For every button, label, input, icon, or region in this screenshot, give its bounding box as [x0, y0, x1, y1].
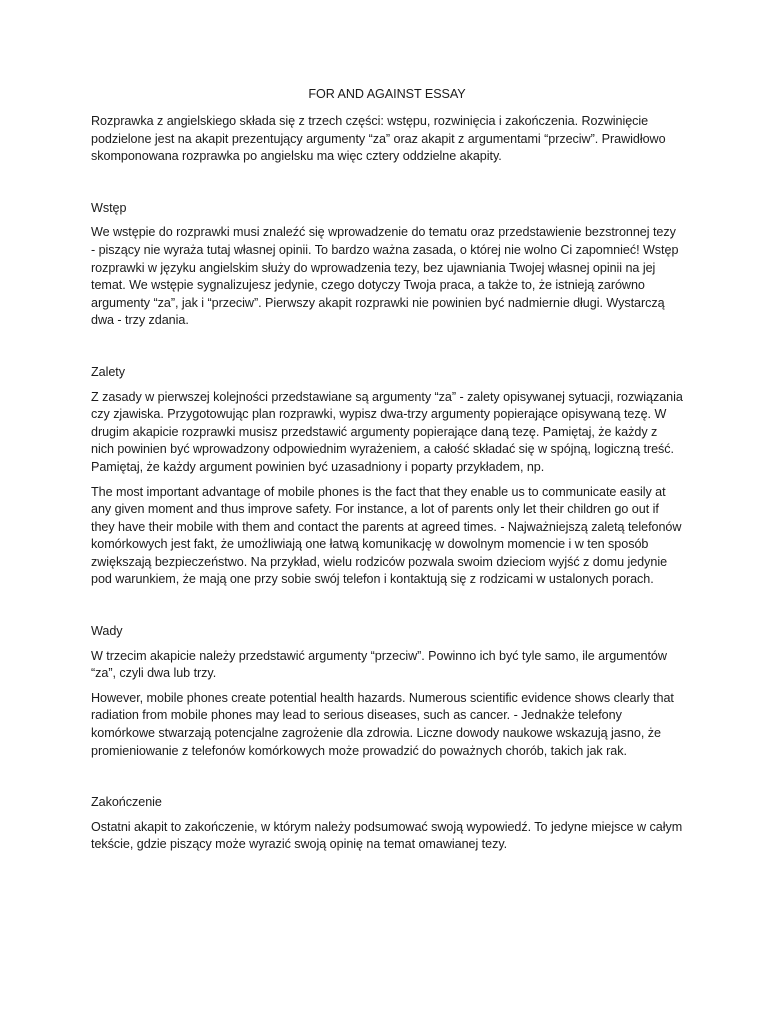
section-paragraph: The most important advantage of mobile phones is the fact that they enable us to communicate easily at any given moment and thus improve safety. For instance, a lot of parents only let their children go out if they have their mobile with them and contact the parents at agreed times. - Najważniejszą zaletą telefonów komórkowych jest fakt, że umożliwiają one łatwą komunikację w dowolnym momencie i w ten sposób zwiększają bezpieczeństwo. Na przykład, wielu rodziców pozwala swoim dzieciom wyjść z domu jedynie pod warunkiem, że mają one przy sobie swój telefon i kontaktują się z rodzicami w ustalonych porach. — [91, 484, 682, 587]
spacer — [91, 330, 683, 364]
spacer — [91, 477, 683, 484]
intro-paragraph: Rozprawka z angielskiego składa się z trzech części: wstępu, rozwinięcia i zakończenia. Rozwinięcie podzielone jest na akapit prezentujący argumenty “za” oraz akapit z argumentami “przeciw”. Prawidłowo skomponowana rozprawka po angielsku ma więc cztery oddzielne akapity. — [91, 114, 666, 164]
spacer — [91, 166, 683, 200]
document-title: FOR AND AGAINST ESSAY — [308, 87, 466, 101]
spacer — [91, 812, 683, 819]
section-paragraph: However, mobile phones create potential health hazards. Numerous scientific evidence shows clearly that radiation from mobile phones may lead to serious diseases, such as cancer. - Jednakże telefony komórkowe stwarzają potencjalne zagrożenie dla zdrowia. Liczne dowody naukowe wskazują jasno, że promieniowanie z telefonów komórkowych może prowadzić do poważnych chorób, takich jak rak. — [91, 690, 674, 758]
section-heading-zakonczenie: Zakończenie — [91, 795, 162, 810]
section-heading-wstep: Wstęp — [91, 200, 127, 215]
section-paragraph: We wstępie do rozprawki musi znaleźć się wprowadzenie do tematu oraz przedstawienie bezstronnej tezy - piszący nie wyraża tutaj własnej opinii. To bardzo ważna zasada, o której nie wolno Ci zapomnieć! Wstęp rozprawki w języku angielskim służy do wprowadzenia tezy, bez ujawniania Twojej własnej opinii na jej temat. We wstępie sygnalizujesz jedynie, czego dotyczy Twoja praca, a także to, że istnieją zarówno argumenty “za”, jak i “przeciw”. Pierwszy akapit rozprawki nie powinien być nadmiernie długi. Wystarczą dwa - trzy zdania. — [91, 225, 679, 328]
document-page — [91, 86, 683, 854]
section-paragraph: Z zasady w pierwszej kolejności przedstawiane są argumenty “za” - zalety opisywanej sytuacji, rozwiązania czy zjawiska. Przygotowując plan rozprawki, wypisz dwa-trzy argumenty popierające opisywaną tezę. W drugim akapicie rozprawki musisz przedstawić argumenty popierające daną tezę. Pamiętaj, że każdy z nich powinien być wprowadzony odpowiednim wyrażeniem, a całość składać się w spójną, logiczną treść. Pamiętaj, że każdy argument powinien być uzasadniony i poparty przykładem, np. — [91, 389, 683, 474]
section-paragraph: W trzecim akapicie należy przedstawić argumenty “przeciw”. Powinno ich być tyle samo, ile argumentów “za”, czyli dwa lub trzy. — [91, 648, 667, 681]
spacer — [91, 641, 683, 648]
spacer — [91, 760, 683, 794]
section-paragraph: Ostatni akapit to zakończenie, w którym należy podsumować swoją wypowiedź. To jedyne miejsce w całym tekście, gdzie piszący może wyrazić swoją opinię na temat omawianej tezy. — [91, 819, 683, 852]
spacer — [91, 683, 683, 690]
spacer — [91, 589, 683, 623]
spacer — [91, 217, 683, 224]
spacer — [91, 382, 683, 389]
section-heading-zalety: Zalety — [91, 364, 125, 379]
section-heading-wady: Wady — [91, 624, 123, 639]
